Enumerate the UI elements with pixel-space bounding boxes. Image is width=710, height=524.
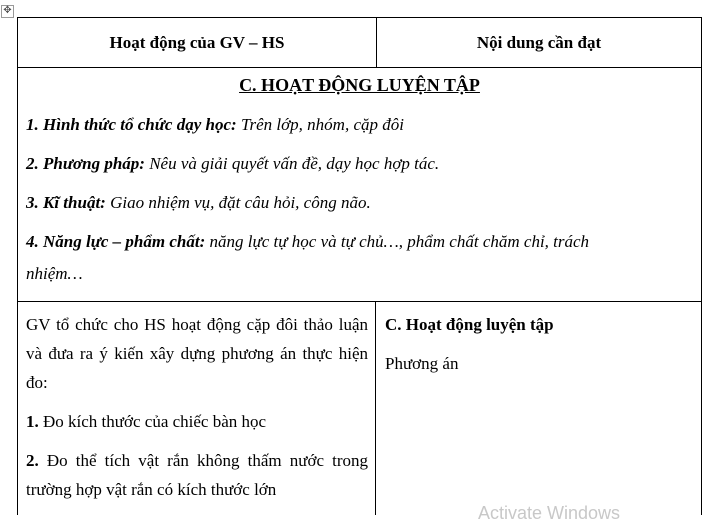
item-2-text: Đo thể tích vật rắn không thấm nước trong trường hợp vật rắn có kích thước lớn (26, 451, 368, 499)
row-method (26, 150, 694, 177)
row-form-label: 1. Hình thức tổ chức dạy học: (26, 115, 237, 134)
activate-windows-watermark: Activate Windows (478, 503, 621, 523)
row-method-label: 2. Phương pháp: (26, 154, 145, 173)
item-2-num: 2. (26, 451, 39, 470)
row-competency (26, 228, 694, 255)
row-competency-cont (26, 260, 694, 287)
row-technique-label: 3. Kĩ thuật: (26, 193, 106, 212)
row-competency-label: 4. Năng lực – phẩm chất: (26, 232, 206, 251)
row-form-text: Trên lớp, nhóm, cặp đôi (236, 115, 404, 134)
row-method-text: Nêu và giải quyết vấn đề, dạy học hợp tác. (144, 154, 440, 173)
row-technique (26, 189, 694, 216)
header-right: Nội dung cần đạt (377, 18, 701, 68)
row-competency-text: năng lực tự học và tự chủ…, phẩm chất chăm chỉ, trách (205, 232, 590, 251)
item-1-num: 1. (26, 412, 39, 431)
activity-info-cell (18, 68, 701, 302)
right-text: Phương án (385, 354, 459, 373)
section-title: C. HOẠT ĐỘNG LUYỆN TẬP (239, 75, 480, 95)
teacher-intro: GV tổ chức cho HS hoạt động cặp đôi thảo luận và đưa ra ý kiến xây dựng phương án thực hiện đo: (26, 315, 368, 392)
header-left: Hoạt động của GV – HS (18, 18, 377, 68)
item-1 (26, 407, 368, 436)
content-cell (377, 302, 701, 515)
row-technique-text: Giao nhiệm vụ, đặt câu hỏi, công não. (105, 193, 371, 212)
lesson-table (17, 17, 702, 515)
move-icon[interactable]: ✥ (1, 5, 14, 18)
item-1-text: Đo kích thước của chiếc bàn học (38, 412, 267, 431)
right-title: C. Hoạt động luyện tập (385, 315, 554, 334)
activity-row (18, 302, 701, 515)
row-competency-text-cont: nhiệm… (26, 264, 83, 283)
item-2 (26, 446, 368, 504)
teacher-activity-cell (18, 302, 376, 515)
row-form (26, 111, 694, 138)
